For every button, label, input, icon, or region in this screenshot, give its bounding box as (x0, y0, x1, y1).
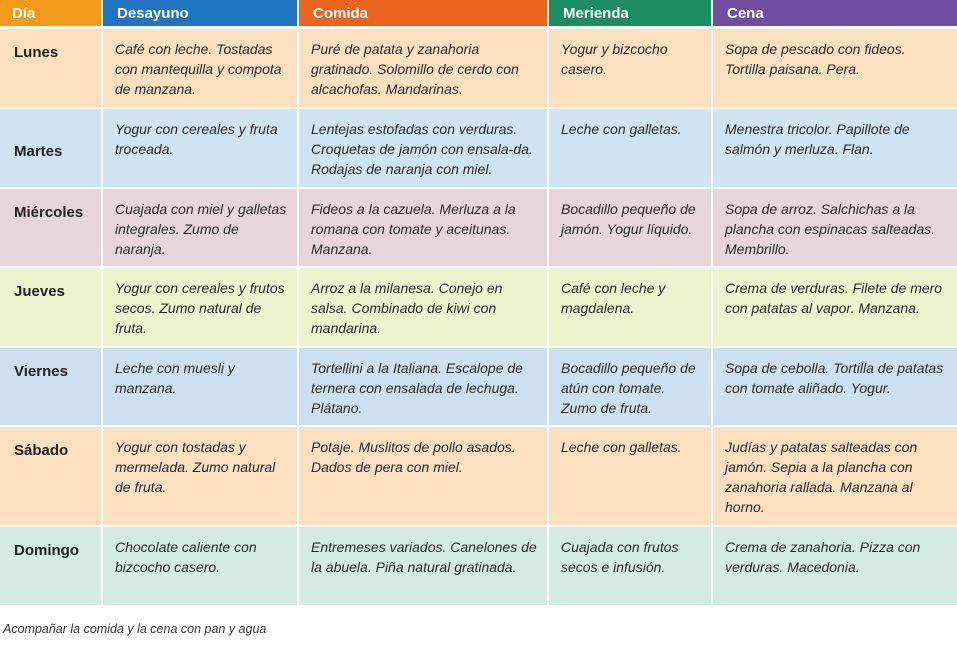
header-comida: Comida (299, 0, 549, 29)
cena-cell: Sopa de arroz. Salchichas a la plancha con espinacas salteadas. Membrillo. (713, 189, 957, 268)
comida-cell: Puré de patata y zanahoria gratinado. Solomillo de cerdo con alcachofas. Mandarinas. (299, 29, 549, 109)
footnote: Acompañar la comida y la cena con pan y agua (3, 622, 267, 636)
day-cell: Domingo (0, 527, 103, 607)
desayuno-cell: Cuajada con miel y galletas integrales. Zumo de naranja. (103, 189, 299, 268)
cena-cell: Crema de zanahoria. Pizza con verduras. Macedonia. (713, 527, 957, 607)
desayuno-cell: Yogur con cereales y fruta troceada. (103, 109, 299, 189)
day-cell: Sábado (0, 427, 103, 527)
header-cena: Cena (713, 0, 957, 29)
header-desayuno: Desayuno (103, 0, 299, 29)
header-merienda: Merienda (549, 0, 713, 29)
merienda-cell: Leche con galletas. (549, 427, 713, 527)
cena-cell: Judías y patatas salteadas con jamón. Sepia a la plancha con zanahoria rallada. Manzana al horno. (713, 427, 957, 527)
comida-cell: Lentejas estofadas con verduras. Croquetas de jamón con ensala-da. Rodajas de naranja con miel. (299, 109, 549, 189)
desayuno-cell: Yogur con cereales y frutos secos. Zumo natural de fruta. (103, 268, 299, 348)
comida-cell: Fideos a la cazuela. Merluza a la romana con tomate y aceitunas. Manzana. (299, 189, 549, 268)
comida-cell: Entremeses variados. Canelones de la abuela. Piña natural gratinada. (299, 527, 549, 607)
desayuno-cell: Café con leche. Tostadas con mantequilla y compota de manzana. (103, 29, 299, 109)
merienda-cell: Bocadillo pequeño de jamón. Yogur líquido. (549, 189, 713, 268)
merienda-cell: Bocadillo pequeño de atún con tomate. Zumo de fruta. (549, 348, 713, 427)
merienda-cell: Café con leche y magdalena. (549, 268, 713, 348)
day-cell: Martes (0, 109, 103, 189)
merienda-cell: Leche con galletas. (549, 109, 713, 189)
comida-cell: Arroz a la milanesa. Conejo en salsa. Combinado de kiwi con mandarina. (299, 268, 549, 348)
header-row (0, 0, 957, 29)
desayuno-cell: Leche con muesli y manzana. (103, 348, 299, 427)
comida-cell: Tortellini a la Italiana. Escalope de ternera con ensalada de lechuga. Plátano. (299, 348, 549, 427)
merienda-cell: Cuajada con frutos secos e infusión. (549, 527, 713, 607)
day-cell: Lunes (0, 29, 103, 109)
cena-cell: Sopa de cebolla. Tortilla de patatas con tomate aliñado. Yogur. (713, 348, 957, 427)
table-row (0, 348, 957, 427)
table-body (0, 29, 957, 607)
cena-cell: Sopa de pescado con fideos. Tortilla paisana. Pera. (713, 29, 957, 109)
table-row (0, 29, 957, 109)
day-cell: Miércoles (0, 189, 103, 268)
cena-cell: Menestra tricolor. Papillote de salmón y merluza. Flan. (713, 109, 957, 189)
table-row (0, 527, 957, 607)
table-row (0, 427, 957, 527)
desayuno-cell: Chocolate caliente con bizcocho casero. (103, 527, 299, 607)
cena-cell: Crema de verduras. Filete de mero con patatas al vapor. Manzana. (713, 268, 957, 348)
merienda-cell: Yogur y bizcocho casero. (549, 29, 713, 109)
comida-cell: Potaje. Muslitos de pollo asados. Dados de pera con miel. (299, 427, 549, 527)
day-cell: Jueves (0, 268, 103, 348)
day-cell: Viernes (0, 348, 103, 427)
table-row (0, 268, 957, 348)
table-row (0, 109, 957, 189)
table-header (0, 0, 957, 29)
header-dia: Día (0, 0, 103, 29)
table-row (0, 189, 957, 268)
desayuno-cell: Yogur con tostadas y mermelada. Zumo natural de fruta. (103, 427, 299, 527)
